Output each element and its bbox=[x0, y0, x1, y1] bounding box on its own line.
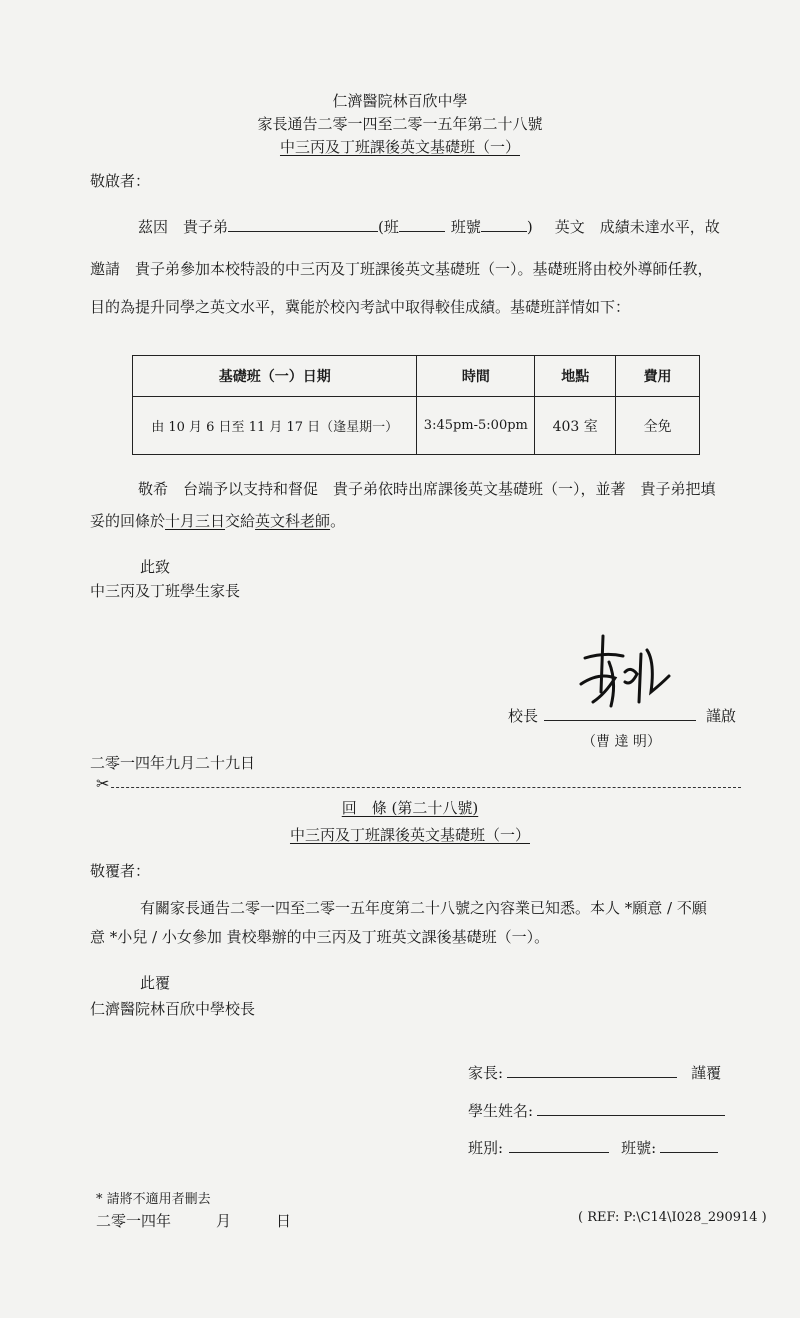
letter-recipient: 中三丙及丁班學生家長 bbox=[90, 582, 241, 600]
student-name-input[interactable] bbox=[537, 1101, 725, 1116]
notice-number: 家長通告二零一四至二零一五年第二十八號 bbox=[257, 115, 543, 133]
principal-sign-off: 謹啟 bbox=[706, 707, 737, 725]
letter-p5-end: 。 bbox=[330, 512, 346, 530]
reply-date: 二零一四年 月 日 bbox=[96, 1212, 292, 1230]
parent-sign-off: 謹覆 bbox=[691, 1064, 722, 1082]
reply-teacher: 英文科老師 bbox=[255, 512, 331, 530]
schedule-fee: 全免 bbox=[616, 397, 700, 455]
notice-subject: 中三丙及丁班課後英文基礎班（一） bbox=[279, 138, 520, 156]
student-name-field bbox=[468, 1100, 725, 1121]
class-number-blank bbox=[481, 217, 527, 232]
class-number-input[interactable] bbox=[660, 1138, 718, 1153]
school-name: 仁濟醫院林百欣中學 bbox=[332, 92, 468, 110]
schedule-header-fee: 費用 bbox=[616, 356, 700, 397]
reply-line-2: 意 *小兒 / 小女參加 貴校舉辦的中三丙及丁班英文課後基礎班（一）。 bbox=[90, 928, 550, 946]
letter-p1-classno: 班號 bbox=[450, 218, 481, 236]
student-name-label: 學生姓名: bbox=[468, 1102, 534, 1120]
student-name-blank bbox=[228, 217, 378, 232]
letter-p5-mid: 交給 bbox=[225, 512, 256, 530]
principal-label: 校長 bbox=[508, 707, 539, 725]
schedule-time: 3:45pm-5:00pm bbox=[417, 397, 535, 455]
letter-p1-close: ) bbox=[526, 218, 533, 236]
reply-deadline: 十月三日 bbox=[165, 512, 226, 530]
schedule-venue: 403 室 bbox=[535, 397, 616, 455]
class-field bbox=[468, 1137, 718, 1158]
reply-subtitle: 中三丙及丁班課後英文基礎班（一） bbox=[289, 826, 530, 844]
class-label: 班別: bbox=[468, 1139, 504, 1157]
class-input[interactable] bbox=[509, 1138, 609, 1153]
letter-p5-pre: 妥的回條於 bbox=[90, 512, 166, 530]
parent-signature-field bbox=[468, 1062, 721, 1083]
salutation: 敬啟者： bbox=[90, 172, 151, 190]
letter-p1-subject: 英文 成績未達水平，故 bbox=[554, 218, 720, 236]
reply-closing: 此覆 bbox=[140, 974, 171, 992]
letter-line-3: 目的為提升同學之英文水平，冀能於校內考試中取得較佳成績。基礎班詳情如下： bbox=[90, 298, 631, 316]
schedule-row bbox=[133, 397, 700, 455]
class-blank bbox=[399, 217, 445, 232]
letter-line-4: 敬希 台端予以支持和督促 貴子弟依時出席課後英文基礎班（一），並著 貴子弟把填 bbox=[138, 480, 716, 498]
scissors-icon: ✂ bbox=[96, 774, 110, 793]
principal-sign-blank bbox=[544, 706, 696, 721]
parent-signature-input[interactable] bbox=[507, 1063, 677, 1078]
class-number-label: 班號: bbox=[621, 1139, 657, 1157]
reply-title: 回 條 (第二十八號) bbox=[341, 799, 479, 817]
reply-recipient: 仁濟醫院林百欣中學校長 bbox=[90, 1000, 256, 1018]
letter-p1-start: 茲因 貴子弟 bbox=[138, 218, 229, 236]
schedule-header-date: 基礎班（一）日期 bbox=[133, 356, 417, 397]
reference-code: ( REF: P:\C14\I028_290914 ) bbox=[578, 1210, 767, 1225]
footnote: * 請將不適用者刪去 bbox=[96, 1192, 211, 1207]
principal-name: （曹 達 明） bbox=[582, 734, 661, 750]
schedule-header-venue: 地點 bbox=[535, 356, 616, 397]
letter-closing: 此致 bbox=[140, 558, 171, 576]
schedule-header-row bbox=[133, 356, 700, 397]
letter-line-2: 邀請 貴子弟參加本校特設的中三丙及丁班課後英文基礎班（一）。基礎班將由校外導師任教， bbox=[90, 260, 713, 278]
reply-salutation: 敬覆者： bbox=[90, 862, 151, 880]
notice-date: 二零一四年九月二十九日 bbox=[90, 754, 256, 772]
letter-line-1 bbox=[138, 216, 720, 237]
letter-line-5 bbox=[90, 510, 345, 531]
parent-label: 家長: bbox=[468, 1064, 504, 1082]
schedule-header-time: 時間 bbox=[417, 356, 535, 397]
reply-line-1: 有關家長通告二零一四至二零一五年度第二十八號之內容業已知悉。本人 *願意 / 不願 bbox=[140, 899, 707, 917]
schedule-date: 由 10 月 6 日至 11 月 17 日（逢星期一） bbox=[133, 397, 417, 455]
cut-line bbox=[96, 777, 741, 788]
schedule-table bbox=[132, 355, 700, 455]
principal-line bbox=[508, 705, 736, 726]
letter-p1-class: (班 bbox=[378, 218, 399, 236]
